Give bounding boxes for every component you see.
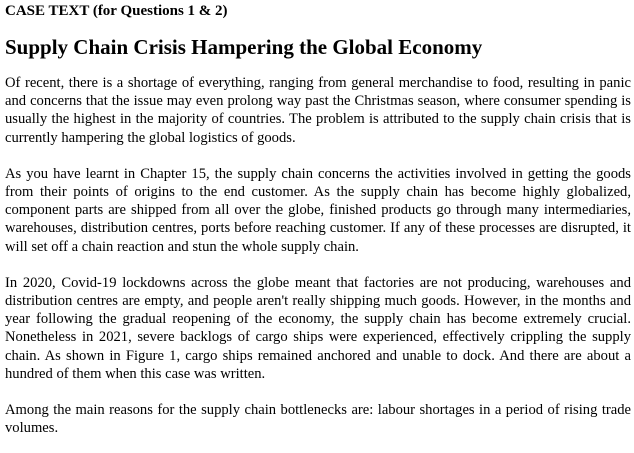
document-page: [5, 0, 631, 437]
paragraph-intro: Of recent, there is a shortage of everything, ranging from general merchandise to food, resulting in panic and concerns that the issue may even prolong way past the Christmas season, where consumer spending is usually the highest in the majority of countries. The problem is attributed to the supply chain crisis that is currently hampering the global logistics of goods.: [5, 75, 631, 146]
paragraph-covid-impact: In 2020, Covid-19 lockdowns across the globe meant that factories are not producing, warehouses and distribution centres are empty, and people aren't really shipping much goods. However, in the months and year following the gradual reopening of the economy, the supply chain has become extremely crucial. Nonetheless in 2021, severe backlogs of cargo ships were experienced, effectively crippling the supply chain. As shown in Figure 1, cargo ships remained anchored and unable to dock. And there are about a hundred of them when this case was written.: [5, 274, 631, 382]
paragraph-bottleneck-reasons: Among the main reasons for the supply chain bottlenecks are: labour shortages in a period of rising trade volumes.: [5, 402, 631, 437]
paragraph-supply-chain-definition: As you have learnt in Chapter 15, the supply chain concerns the activities involved in getting the goods from their points of origins to the end customer. As the supply chain has become highly globalized, component parts are shipped from all over the globe, finished products go through many intermediaries, warehouses, distribution centres, ports before reaching customer. If any of these processes are disrupted, it will set off a chain reaction and stun the whole supply chain.: [5, 165, 631, 255]
case-text-label: CASE TEXT (for Questions 1 & 2): [5, 3, 228, 19]
case-title: Supply Chain Crisis Hampering the Global Economy: [5, 35, 483, 59]
